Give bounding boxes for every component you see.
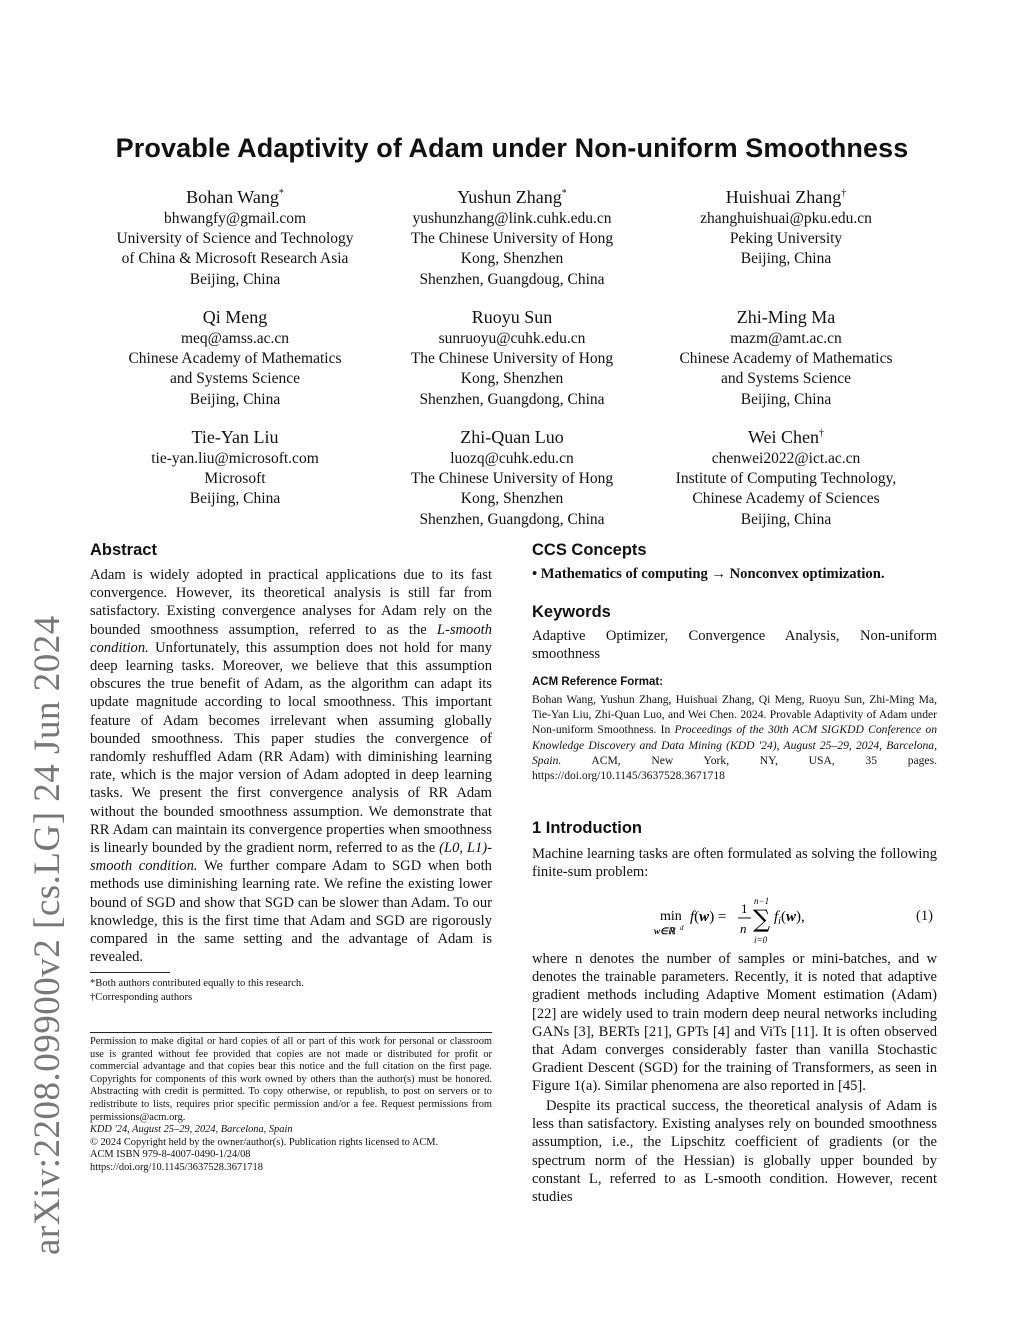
author-affiliation: University of Science and Technology [116, 230, 354, 248]
author-affiliation: Beijing, China [189, 270, 281, 288]
svg-text:fi(w),: $f_i(w)$, [774, 909, 805, 927]
author-email[interactable]: tie-yan.liu@microsoft.com [151, 450, 319, 467]
footnote-equal-contribution: *Both authors contributed equally to this research. [90, 978, 304, 989]
author-mark: * [561, 188, 567, 199]
author-mark: † [819, 428, 825, 439]
author-name: Bohan Wang* [186, 187, 284, 207]
author-card [90, 423, 380, 510]
author-affiliation: Beijing, China [740, 390, 832, 408]
author-affiliation: The Chinese University of Hong [410, 230, 614, 248]
svg-text:1: 1 [741, 901, 748, 916]
author-affiliation: Kong, Shenzhen [460, 490, 564, 508]
author-affiliation: Beijing, China [189, 390, 281, 408]
abstract-body: Adam is widely adopted in practical applications due to its fast convergence. However, its theoretical analysis is still far from satisfactory. Existing convergence analyses for Adam rely on the bounded smoothness assumption, referred to as the L-smooth condition. Unfortunately, this assumption does not hold for many deep learning tasks. Moreover, we believe that this assumption obscures the true benefit of Adam, as the algorithm can adapt its update magnitude according to local smoothness. This important feature of Adam becomes irrelevant when assuming globally bounded smoothness. This paper studies the convergence of randomly reshuffled Adam (RR Adam) with diminishing learning rate, which is the major version of Adam adopted in deep learning tasks. We present the first convergence analysis of RR Adam without the bounded smoothness assumption. We demonstrate that RR Adam can maintain its convergence properties when smoothness is linearly bounded by the gradient norm, referred to as the (L0, L1)-smooth condition. We further compare Adam to SGD when both methods use diminishing learning rate. We refine the existing lower bound of SGD and show that SGD can be slower than Adam. To our knowledge, this is the first time that Adam and SGD are rigorously compared in the same setting and the advantage of Adam is revealed. [90, 567, 492, 966]
author-email[interactable]: yushunzhang@link.cuhk.edu.cn [412, 210, 612, 227]
doi-line[interactable]: https://doi.org/10.1145/3637528.3671718 [90, 1161, 263, 1173]
author-name: Wei Chen† [747, 427, 825, 447]
author-email[interactable]: sunruoyu@cuhk.edu.cn [438, 330, 586, 347]
equation-number: (1) [916, 908, 934, 924]
ccs-item: • Mathematics of computing → Nonconvex optimization. [532, 566, 885, 582]
ccs-heading: CCS Concepts [532, 541, 647, 559]
author-affiliation: Shenzhen, Guangdong, China [419, 390, 605, 408]
isbn-line: ACM ISBN 979-8-4007-0490-1/24/08 [90, 1149, 251, 1161]
author-card [641, 303, 931, 410]
author-affiliation: Shenzhen, Guangdong, China [419, 510, 605, 528]
footnote-rule [90, 972, 170, 973]
equation-1 [650, 893, 940, 953]
intro-paragraph-1: Machine learning tasks are often formulated as solving the following finite-sum problem: [532, 846, 937, 881]
author-affiliation: Institute of Computing Technology, [675, 470, 897, 488]
author-affiliation: Chinese Academy of Mathematics [128, 350, 342, 368]
intro-paragraph-2: where n denotes the number of samples or mini-batches, and w denotes the trainable parameters. Recently, it is noted that adaptive gradient methods including Adaptive Moment estimation (Adam) [22] are widely used to train modern deep neural networks including GANs [3], BERTs [21], GPTs [4] and ViTs [11]. It is often observed that Adam converges considerably faster than vanilla Stochastic Gradient Descent (SGD) for the training of Transformers, as seen in Figure 1(a). Similar phenomena are also reported in [45]. [532, 951, 937, 1095]
svg-text:n: n [740, 921, 747, 936]
author-affiliation: Beijing, China [189, 490, 281, 508]
arxiv-identifier: arXiv:2208.09900v2 [cs.LG] 24 Jun 2024 [27, 615, 68, 1255]
author-affiliation: Kong, Shenzhen [460, 370, 564, 388]
author-card [641, 183, 931, 270]
author-email[interactable]: chenwei2022@ict.ac.cn [711, 450, 861, 467]
svg-text:∑: ∑ [753, 905, 771, 933]
intro-paragraph-3: Despite its practical success, the theoretical analysis of Adam is less than satisfactory. Existing analyses rely on bounded smoothness assumption, i.e., the Lipschitz coefficient of gradients (or the spectrum norm of the Hessian) is globally upper bounded by constant L, referred to as L-smooth condition. However, recent studies [532, 1098, 937, 1206]
author-card [367, 423, 657, 530]
svg-text:i=0: i=0 [754, 935, 768, 945]
author-email[interactable]: meq@amss.ac.cn [180, 330, 290, 347]
author-affiliation: The Chinese University of Hong [410, 470, 614, 488]
author-email[interactable]: zhanghuishuai@pku.edu.cn [700, 210, 872, 227]
author-affiliation: Beijing, China [740, 250, 832, 268]
author-card [90, 183, 380, 290]
author-affiliation: and Systems Science [720, 370, 851, 388]
author-email[interactable]: luozq@cuhk.edu.cn [450, 450, 574, 467]
intro-heading: 1 Introduction [532, 819, 642, 837]
svg-text:w∈ℝ: w∈ℝ [654, 926, 675, 936]
copyright-line: © 2024 Copyright held by the owner/author(s). Publication rights licensed to ACM. [90, 1136, 439, 1148]
footnote-corresponding: †Corresponding authors [90, 992, 193, 1003]
author-affiliation: Beijing, China [740, 510, 832, 528]
author-email[interactable]: bhwangfy@gmail.com [163, 210, 307, 227]
svg-text:min: min [660, 909, 682, 924]
l-smooth-term: L-smooth condition. [90, 621, 492, 656]
author-mark: † [841, 188, 847, 199]
svg-text:n−1: n−1 [754, 896, 770, 906]
author-affiliation: Chinese Academy of Sciences [692, 490, 880, 508]
author-affiliation: The Chinese University of Hong [410, 350, 614, 368]
author-name: Zhi-Quan Luo [460, 427, 564, 447]
author-card [367, 303, 657, 410]
author-name: Qi Meng [202, 307, 268, 327]
author-mark: * [278, 188, 284, 199]
permission-notice: Permission to make digital or hard copies of all or part of this work for personal or classroom use is granted without fee provided that copies are not made or distributed for profit or commercial advantage and that copies bear this notice and the full citation on the first page. Copyrights for components of this work owned by others than the author(s) must be honored. Abstracting with credit is permitted. To copy otherwise, or republish, to post on servers or to redistribute to lists, requires prior specific permission and/or a fee. Request permissions from permissions@acm.org. KDD '24, August 25–29, 2024, Barcelona, Spain © 2024 Copyright held by the owner/author(s). Publication rights licensed to ACM. ACM ISBN 979-8-4007-0490-1/24/08 https://doi.org/10.1145/3637528.3671718 [90, 1036, 492, 1173]
l0l1-smooth-term: (L0, L1)-smooth condition. [90, 840, 492, 875]
acm-ref-heading: ACM Reference Format: [532, 676, 663, 688]
author-affiliation: Peking University [729, 230, 843, 248]
author-name: Yushun Zhang* [457, 187, 567, 207]
author-email[interactable]: mazm@amt.ac.cn [730, 330, 842, 347]
venue-line: KDD '24, August 25–29, 2024, Barcelona, Spain [90, 1124, 293, 1136]
paper-title: Provable Adaptivity of Adam under Non-uniform Smoothness [115, 133, 909, 163]
abstract-heading: Abstract [90, 541, 157, 559]
author-affiliation: Kong, Shenzhen [460, 250, 564, 268]
permission-rule [90, 1032, 492, 1033]
svg-text:d: d [680, 924, 684, 932]
author-affiliation: Shenzhen, Guangdoug, China [419, 270, 605, 288]
author-name: Zhi-Ming Ma [736, 307, 836, 327]
keywords-heading: Keywords [532, 603, 611, 621]
author-affiliation: Microsoft [204, 470, 266, 488]
svg-text:f(w) =: f(w) = [690, 909, 727, 925]
keywords-text: Adaptive Optimizer, Convergence Analysis, Non-uniform smoothness [532, 628, 937, 663]
author-name: Huishuai Zhang† [725, 187, 847, 207]
author-affiliation: and Systems Science [169, 370, 300, 388]
author-card [367, 183, 657, 290]
author-affiliation: Chinese Academy of Mathematics [679, 350, 893, 368]
author-affiliation: of China & Microsoft Research Asia [121, 250, 349, 268]
author-name: Tie-Yan Liu [191, 427, 279, 447]
author-card [90, 303, 380, 410]
author-name: Ruoyu Sun [471, 307, 553, 327]
author-card [641, 423, 931, 530]
acm-ref-body: Bohan Wang, Yushun Zhang, Huishuai Zhang, Qi Meng, Ruoyu Sun, Zhi-Ming Ma, Tie-Yan Liu, Zhi-Quan Luo, and Wei Chen. 2024. Provable Adaptivity of Adam under Non-uniform Smoothness. In Proceedings of the 30th ACM SIGKDD Conference on Knowledge Discovery and Data Mining (KDD '24), August 25–29, 2024, Barcelona, Spain. ACM, New York, NY, USA, 35 pages. https://doi.org/10.1145/3637528.3671718 [532, 693, 937, 783]
